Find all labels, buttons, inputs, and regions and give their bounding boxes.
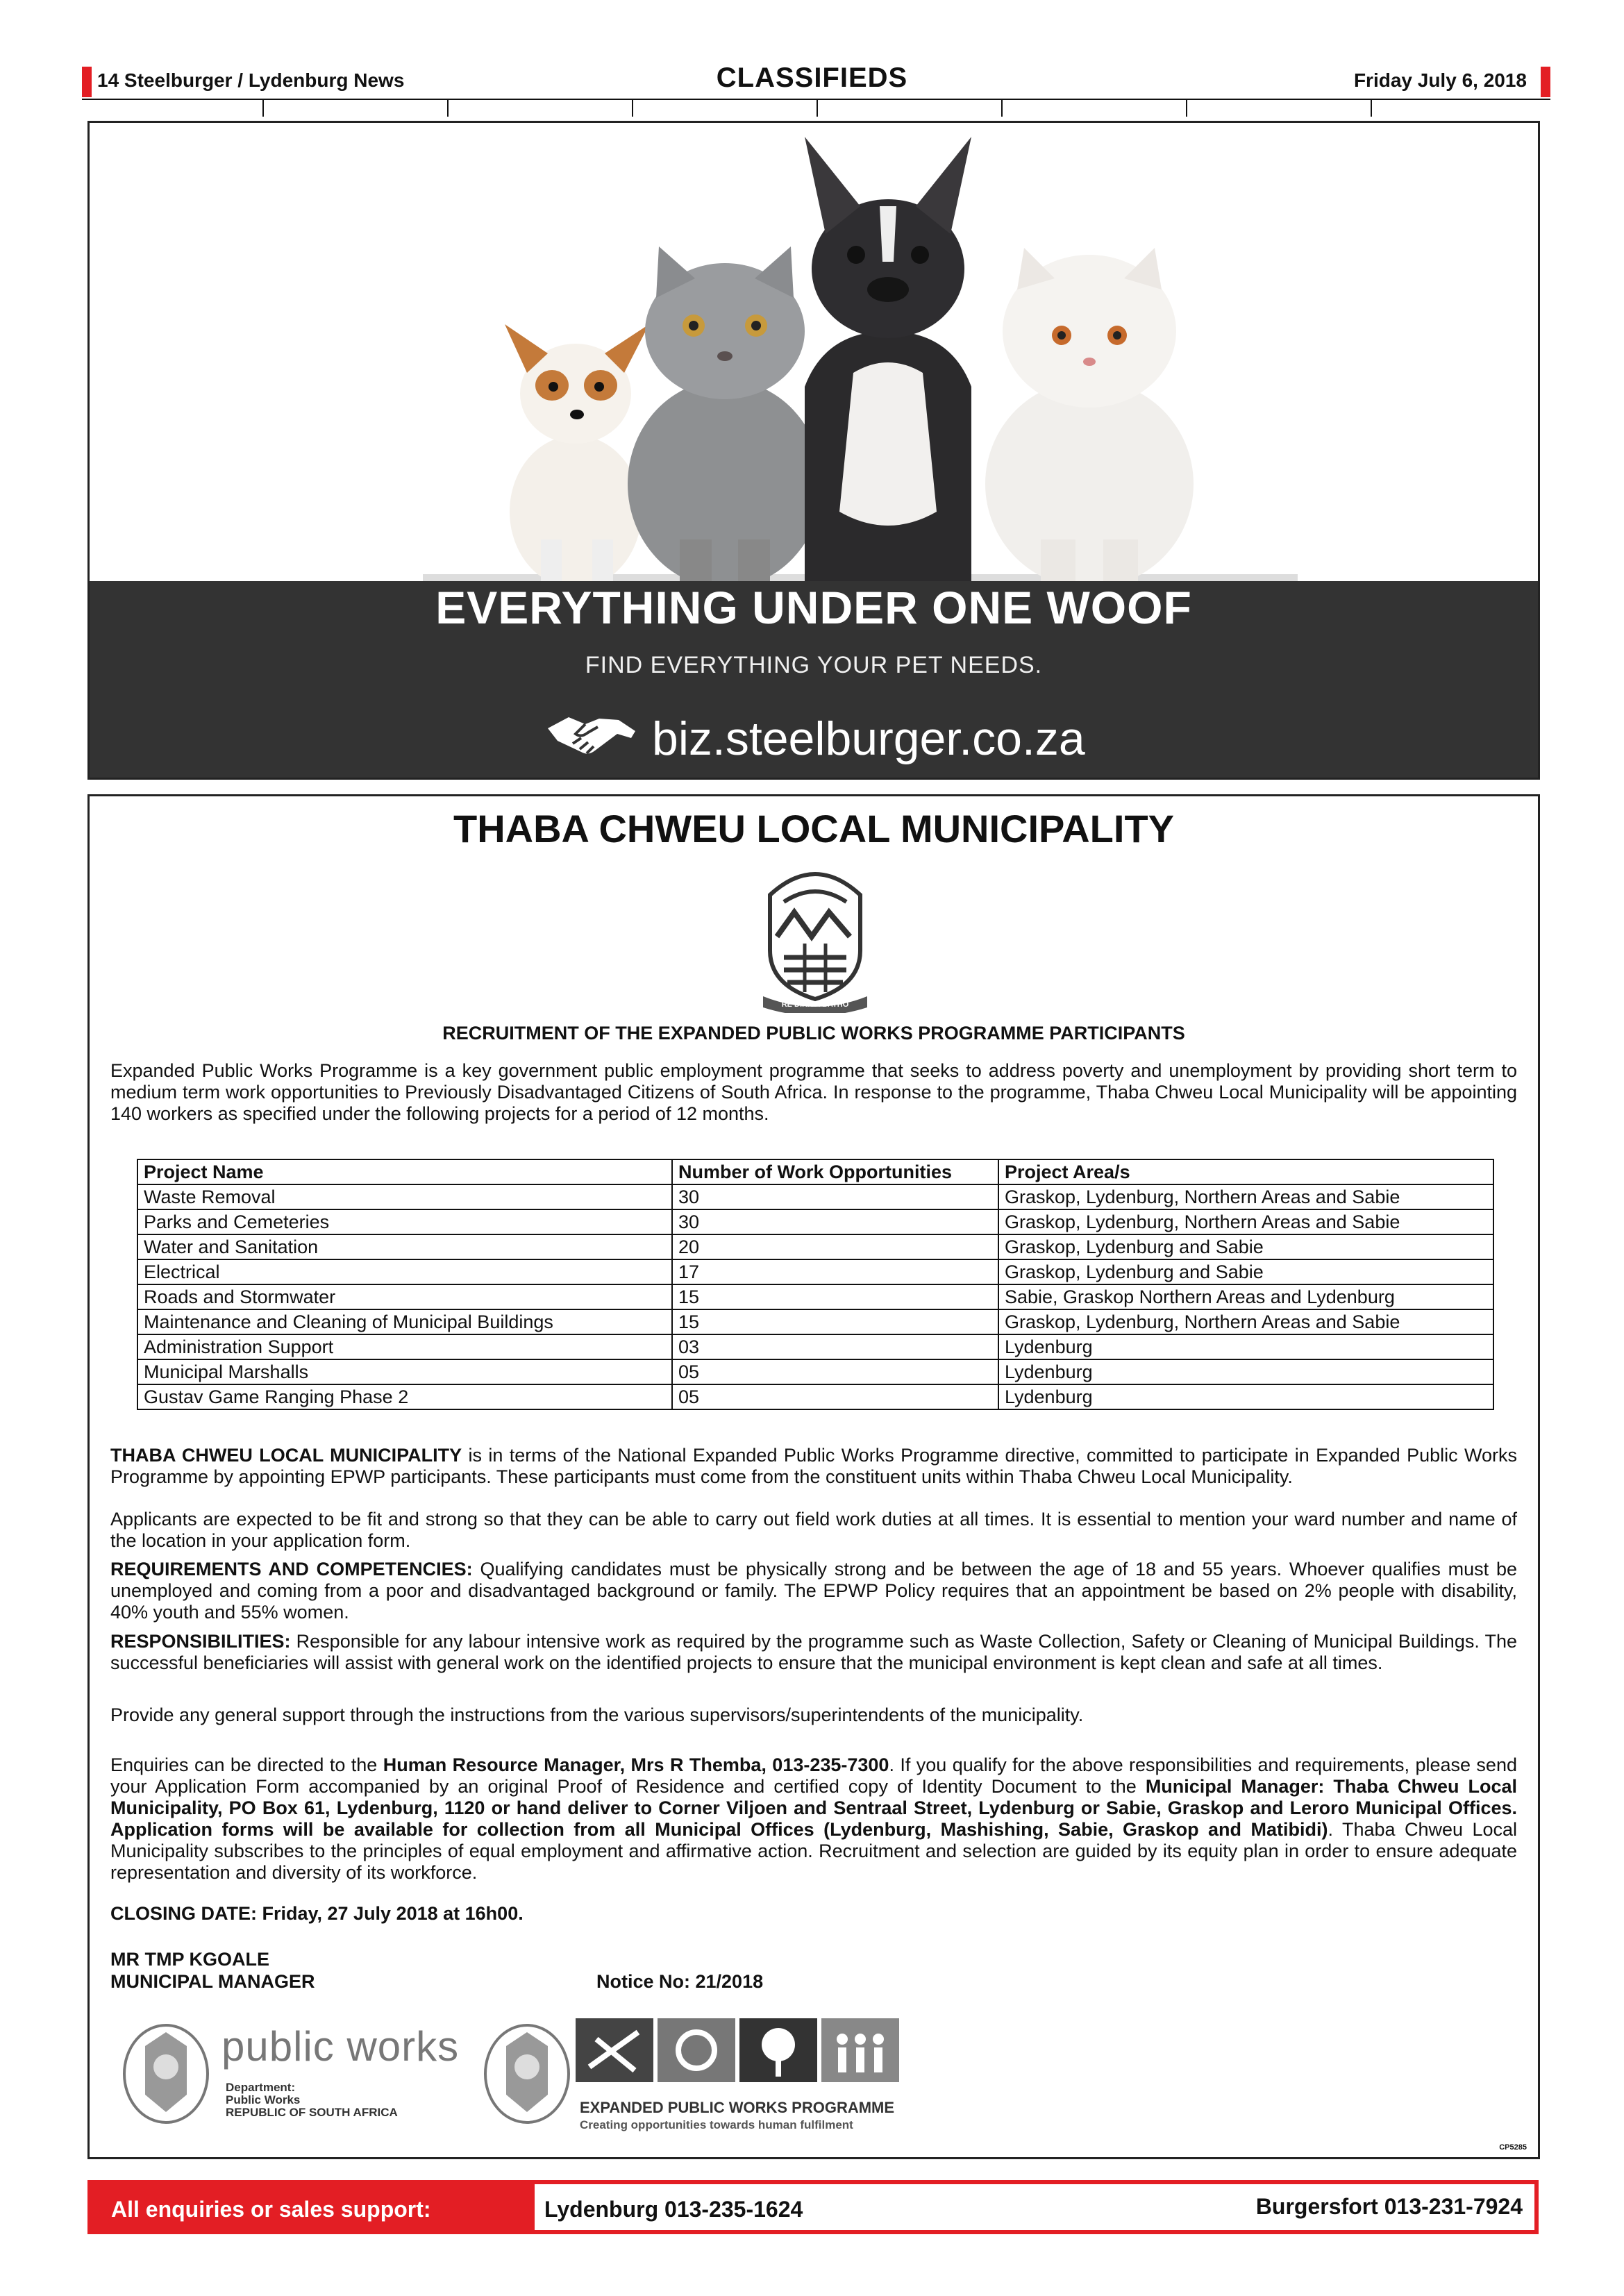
opportunities-cell: 17 xyxy=(672,1259,998,1284)
puppy-image xyxy=(505,324,649,581)
opportunities-cell: 15 xyxy=(672,1284,998,1309)
opportunities-cell: 15 xyxy=(672,1309,998,1334)
header-page-info: 14 Steelburger / Lydenburg News xyxy=(97,69,405,91)
column-tick xyxy=(1001,100,1003,117)
project-name-cell: Maintenance and Cleaning of Municipal Buildings xyxy=(137,1309,672,1334)
opportunities-cell: 20 xyxy=(672,1234,998,1259)
table-row xyxy=(137,1359,1493,1384)
table-row xyxy=(137,1384,1493,1409)
intro-paragraph: Expanded Public Works Programme is a key government public employment programme that seeks to address poverty and unemployment by providing short term to medium term work opportunities to Previously Disadvantaged Citizens of South Africa. In response to the programme, Thaba Chweu Local Municipality will be appointing 140 workers as specified under the following projects for a period of 12 months. xyxy=(110,1060,1517,1124)
white-cat-image xyxy=(985,248,1194,581)
column-header-project-name: Project Name xyxy=(137,1159,672,1184)
projects-table xyxy=(137,1159,1494,1410)
opportunities-cell: 03 xyxy=(672,1334,998,1359)
pet-ad-subline: FIND EVERYTHING YOUR PET NEEDS. xyxy=(585,652,1043,678)
epwp-logo-text: EXPANDED PUBLIC WORKS PROGRAMME xyxy=(580,2099,895,2116)
hr-contact: Human Resource Manager, Mrs R Themba, 013-235-7300 xyxy=(383,1754,889,1775)
column-tick xyxy=(447,100,449,117)
column-tick xyxy=(1186,100,1187,117)
project-name-cell: Water and Sanitation xyxy=(137,1234,672,1259)
project-area-cell: Graskop, Lydenburg and Sabie xyxy=(998,1234,1493,1259)
grey-cat-image xyxy=(628,246,822,581)
enquiries-text: Enquiries can be directed to the xyxy=(110,1754,383,1775)
column-tick xyxy=(817,100,818,117)
project-name-cell: Municipal Marshalls xyxy=(137,1359,672,1384)
project-area-cell: Graskop, Lydenburg, Northern Areas and Sabie xyxy=(998,1209,1493,1234)
table-row xyxy=(137,1334,1493,1359)
project-area-cell: Lydenburg xyxy=(998,1359,1493,1384)
column-header-project-area: Project Area/s xyxy=(998,1159,1493,1184)
applicants-paragraph: Applicants are expected to be fit and strong so that they can be able to carry out field work duties at all times. It is essential to mention your ward number and name of the location in your application form. xyxy=(110,1509,1517,1551)
project-name-cell: Roads and Stormwater xyxy=(137,1284,672,1309)
municipal-crest-logo xyxy=(756,860,874,1013)
pets-photo xyxy=(90,123,1538,581)
responsibilities-heading: RESPONSIBILITIES: xyxy=(110,1631,291,1652)
project-area-cell: Lydenburg xyxy=(998,1334,1493,1359)
column-tick xyxy=(262,100,264,117)
epwp-tree-icon xyxy=(739,2018,817,2082)
opportunities-cell: 05 xyxy=(672,1384,998,1409)
ad-code: CP5285 xyxy=(1499,2143,1527,2152)
epwp-tagline: Creating opportunities towards human fulfilment xyxy=(580,2118,853,2131)
project-name-cell: Electrical xyxy=(137,1259,672,1284)
project-name-cell: Waste Removal xyxy=(137,1184,672,1209)
responsibilities-text: Responsible for any labour intensive work as required by the programme such as Waste Collection, Safety or Cleaning of Municipal Buildings. The successful beneficiaries will assist with general work on the identified projects to ensure that the municipal environment is kept clean and safe at all times. xyxy=(110,1631,1517,1673)
project-name-cell: Gustav Game Ranging Phase 2 xyxy=(137,1384,672,1409)
column-tick xyxy=(632,100,633,117)
requirements-paragraph xyxy=(110,1559,1517,1623)
table-row xyxy=(137,1309,1493,1334)
table-row xyxy=(137,1184,1493,1209)
coat-of-arms-icon xyxy=(124,2025,208,2122)
responsibilities-paragraph xyxy=(110,1631,1517,1674)
public-works-dept-label: Department: xyxy=(226,2081,296,2094)
project-area-cell: Graskop, Lydenburg, Northern Areas and Sabie xyxy=(998,1309,1493,1334)
manager-name: MR TMP KGOALE xyxy=(110,1949,269,1970)
column-tick xyxy=(1371,100,1372,117)
header-date: Friday July 6, 2018 xyxy=(1353,69,1527,91)
municipal-notice xyxy=(87,794,1540,2159)
column-header-opportunities: Number of Work Opportunities xyxy=(672,1159,998,1184)
notice-title: THABA CHWEU LOCAL MUNICIPALITY xyxy=(453,807,1174,850)
footer-lydenburg-phone[interactable]: Lydenburg 013-235-1624 xyxy=(544,2197,803,2222)
public-works-dept-name: Public Works xyxy=(226,2093,301,2106)
opportunities-cell: 30 xyxy=(672,1184,998,1209)
bulldog-image xyxy=(805,137,971,581)
public-works-logo-text: public works xyxy=(221,2023,460,2070)
pet-ad-website-link[interactable]: biz.steelburger.co.za xyxy=(652,712,1085,765)
header-right-accent xyxy=(1541,67,1550,97)
project-name-cell: Parks and Cemeteries xyxy=(137,1209,672,1234)
enquiries-text: . If you qualify for the above responsibilities and requirements, please send your Application Form accompanied by an original Proof of Residence and certified copy of Identity Document to the xyxy=(110,1754,1517,1797)
public-works-country: REPUBLIC OF SOUTH AFRICA xyxy=(226,2106,398,2119)
footer-enquiries-label: All enquiries or sales support: xyxy=(111,2197,431,2222)
closing-date: CLOSING DATE: Friday, 27 July 2018 at 16h00. xyxy=(110,1903,524,1924)
epwp-gears-icon xyxy=(658,2018,735,2082)
enquiries-paragraph xyxy=(110,1754,1517,1884)
notice-number: Notice No: 21/2018 xyxy=(596,1971,764,1992)
table-header-row xyxy=(137,1159,1493,1184)
section-title: CLASSIFIEDS xyxy=(716,62,908,93)
opportunities-cell: 05 xyxy=(672,1359,998,1384)
requirements-heading: REQUIREMENTS AND COMPETENCIES: xyxy=(110,1559,473,1579)
project-area-cell: Graskop, Lydenburg, Northern Areas and Sabie xyxy=(998,1184,1493,1209)
coat-of-arms-icon xyxy=(485,2025,569,2122)
pet-advert[interactable] xyxy=(87,121,1540,780)
project-name-cell: Administration Support xyxy=(137,1334,672,1359)
footer-burgersfort-phone[interactable]: Burgersfort 013-231-7924 xyxy=(1255,2194,1523,2219)
manager-title: MUNICIPAL MANAGER xyxy=(110,1971,315,1992)
notice-subtitle: RECRUITMENT OF THE EXPANDED PUBLIC WORKS PROGRAMME PARTICIPANTS xyxy=(442,1023,1185,1044)
equity-text: . Thaba Chweu Local Municipality subscribes to the principles of equal employment and affirmative action. Recruitment and selection are guided by its equity plan in order to ensure adequate representation and diversity of its workforce. xyxy=(110,1819,1518,1883)
application-address: Municipal Manager: Thaba Chweu Local Municipality, PO Box 61, Lydenburg, 1120 or hand deliver to Corner Viljoen and Sentraal Street, Lydenburg or Sabie, Graskop and Leroro Municipal Offices. Application forms will be available for collection from all Municipal Offices (Lydenburg, Mashishing, Sabie, Graskop and Matibidi) xyxy=(110,1776,1517,1840)
directive-text: is in terms of the National Expanded Public Works Programme directive, committed to participate in Expanded Public Works Programme by appointing EPWP participants. These participants must come from the constituent units within Thaba Chweu Local Municipality. xyxy=(110,1445,1517,1487)
epwp-tools-icon xyxy=(576,2018,653,2082)
project-area-cell: Sabie, Graskop Northern Areas and Lydenburg xyxy=(998,1284,1493,1309)
table-row xyxy=(137,1234,1493,1259)
table-row xyxy=(137,1259,1493,1284)
directive-paragraph xyxy=(110,1445,1517,1488)
table-row xyxy=(137,1209,1493,1234)
requirements-text: Qualifying candidates must be physically strong and be between the age of 18 and 55 years. Whoever qualifies must be unemployed and coming from a poor and disadvantaged background or family. The EPWP Policy requires that an appointment be based on 2% people with disability, 40% youth and 55% women. xyxy=(110,1559,1518,1623)
project-area-cell: Graskop, Lydenburg and Sabie xyxy=(998,1259,1493,1284)
svg-text:RE DIRISA BATHO: RE DIRISA BATHO xyxy=(781,1000,849,1009)
opportunities-cell: 30 xyxy=(672,1209,998,1234)
support-paragraph: Provide any general support through the instructions from the various supervisors/superintendents of the municipality. xyxy=(110,1704,1084,1725)
pet-ad-headline: EVERYTHING UNDER ONE WOOF xyxy=(435,582,1192,633)
municipality-name-bold: THABA CHWEU LOCAL MUNICIPALITY xyxy=(110,1445,462,1466)
epwp-people-icon xyxy=(821,2018,899,2082)
project-area-cell: Lydenburg xyxy=(998,1384,1493,1409)
table-row xyxy=(137,1284,1493,1309)
handshake-icon xyxy=(545,710,638,766)
